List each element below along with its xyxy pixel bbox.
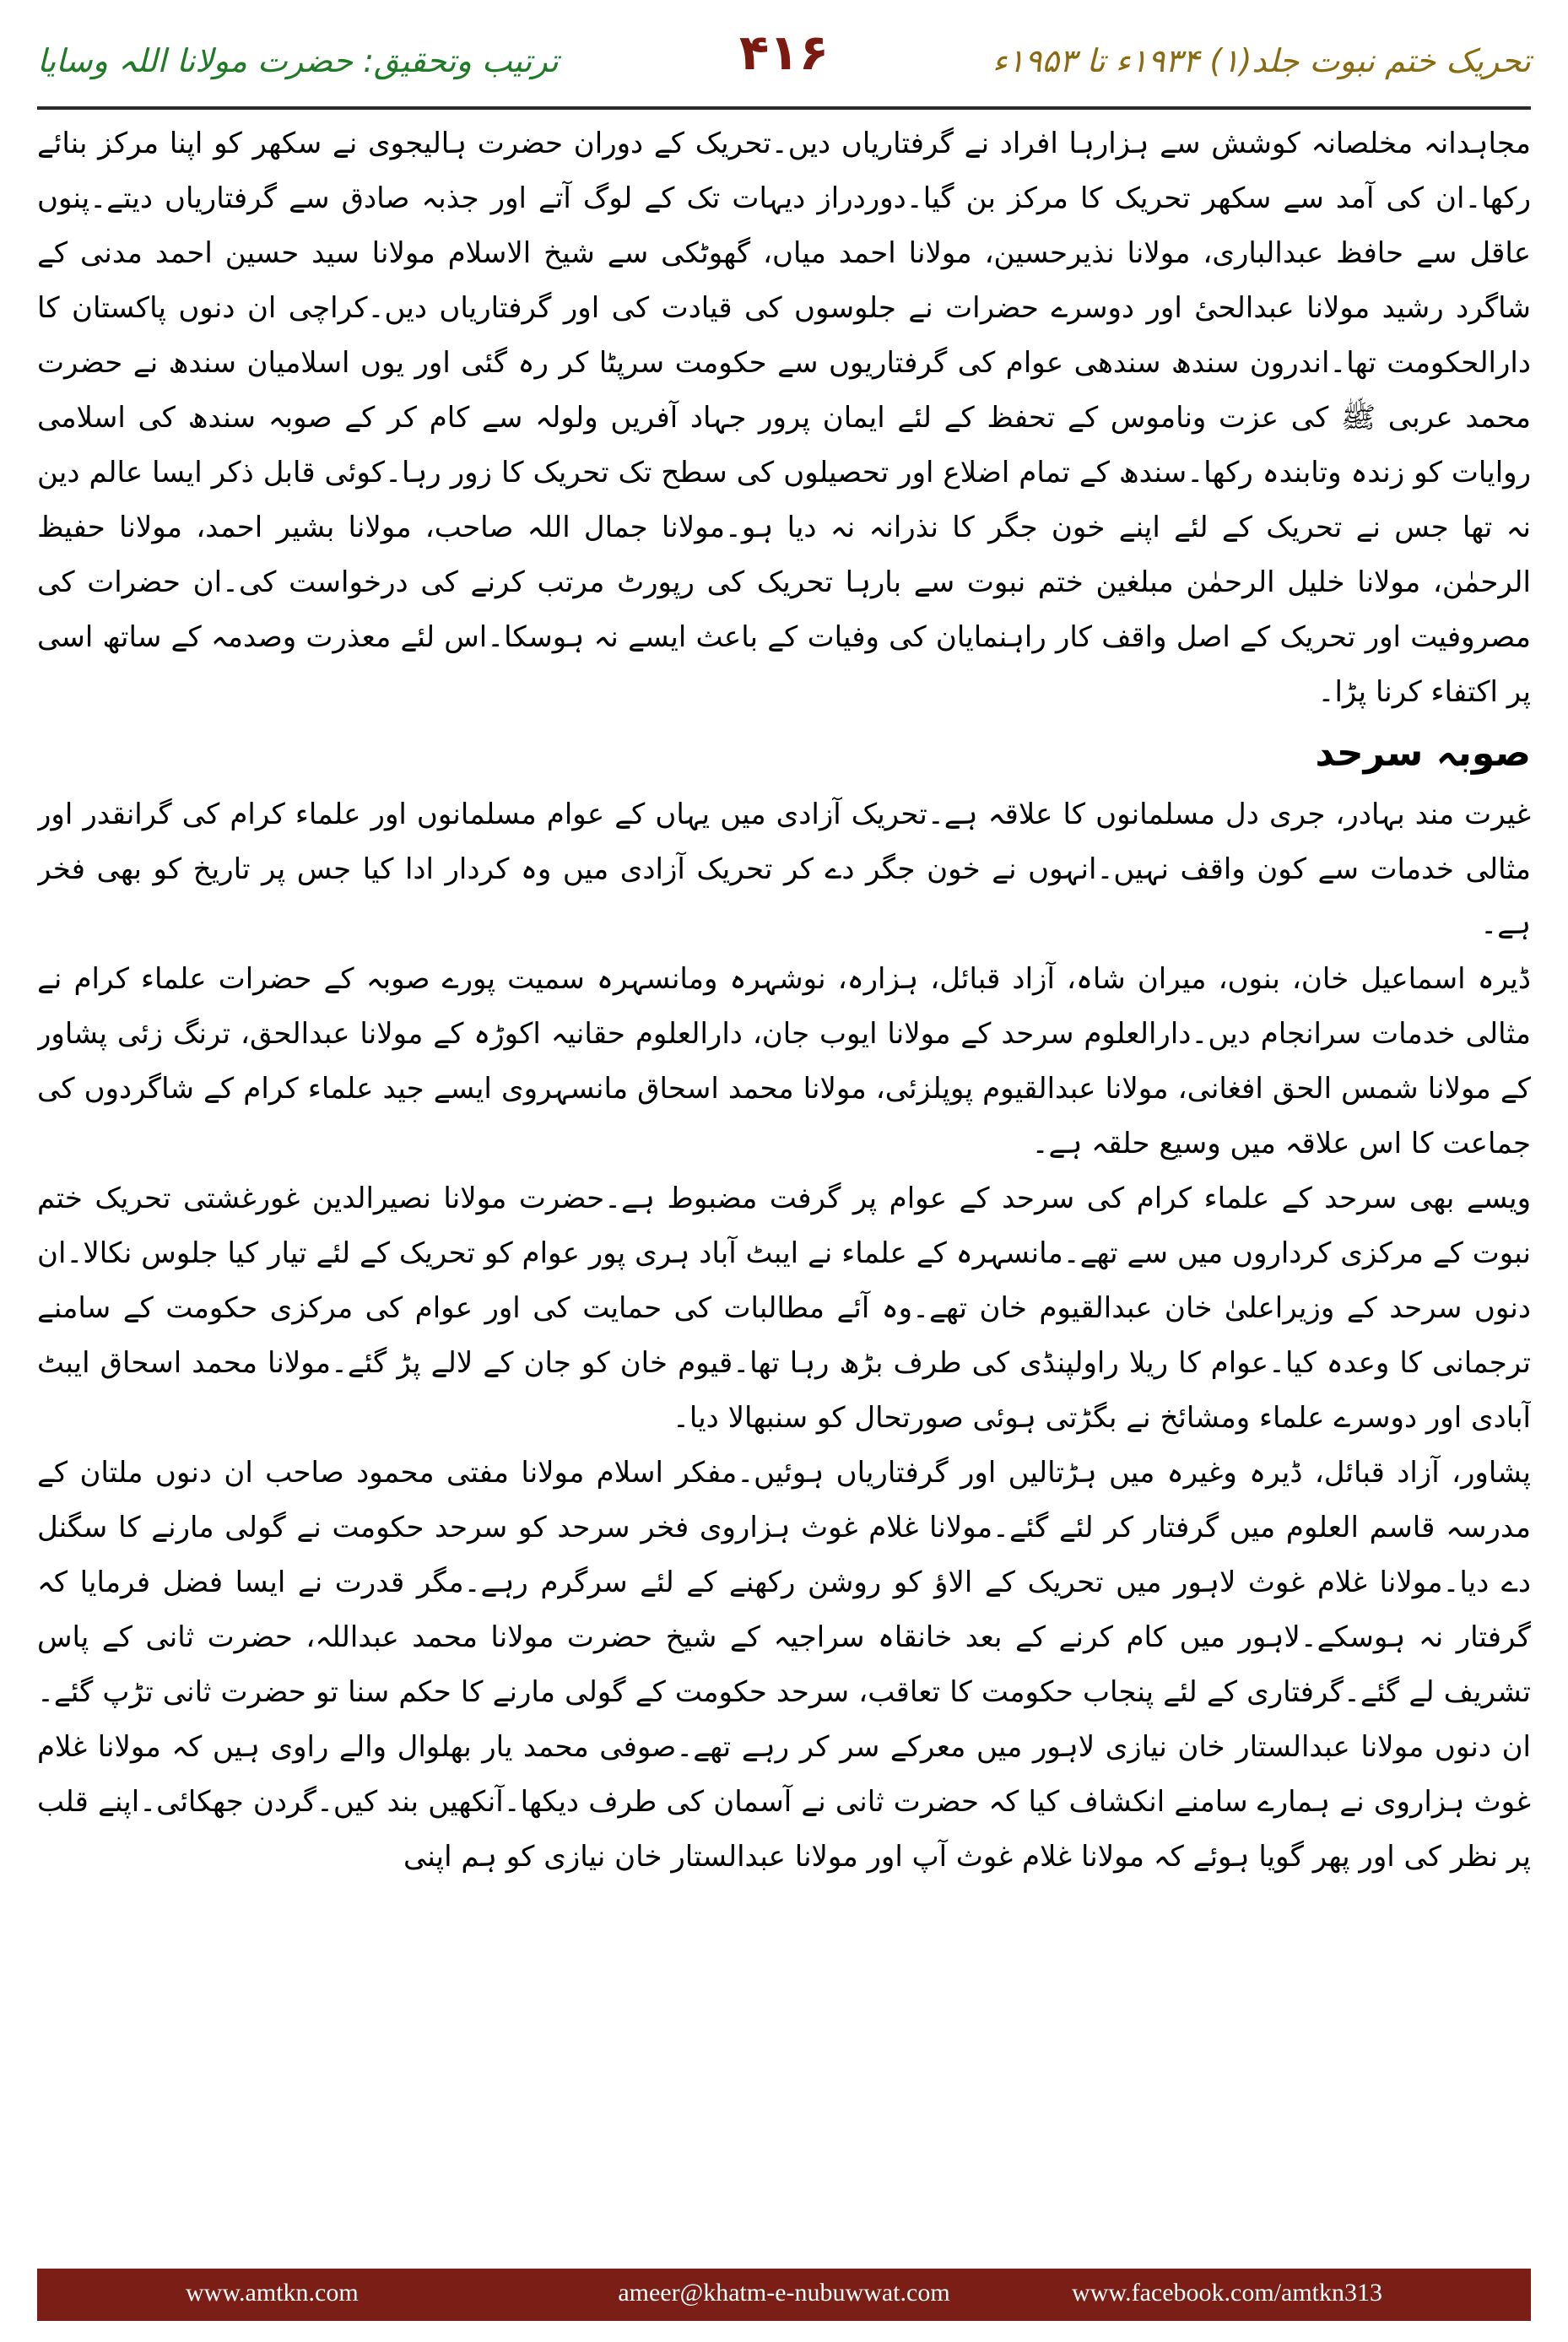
page-number: ۴۱۶ — [738, 24, 830, 81]
compiler-credit: ترتیب وتحقیق: حضرت مولانا اللہ وسایا — [37, 42, 559, 79]
header-divider — [37, 106, 1531, 110]
book-title: تحریک ختم نبوت جلد(۱) ۱۹۳۴ء تا ۱۹۵۳ء — [992, 42, 1531, 79]
page-body — [37, 116, 1531, 2260]
paragraph: ویسے بھی سرحد کے علماء کرام کی سرحد کے عوام پر گرفت مضبوط ہے۔حضرت مولانا نصیرالدین غورغشتی تحریک ختم نبوت کے مرکزی کرداروں میں سے تھے۔مانسہرہ کے علماء نے ایبٹ آباد ہری پور عوام کو تحریک کے لئے تیار کیا جلوس نکالا۔ان دنوں سرحد کے وزیراعلیٰ خان عبدالقیوم خان تھے۔وہ آئے مطالبات کی حمایت کی اور عوام کی مرکزی حکومت کے سامنے ترجمانی کا وعدہ کیا۔عوام کا ریلا راولپنڈی کی طرف بڑھ رہا تھا۔قیوم خان کو جان کے لالے پڑ گئے۔مولانا محمد اسحاق ایبٹ آبادی اور دوسرے علماء ومشائخ نے بگڑتی ہوئی صورتحال کو سنبھالا دیا۔ — [37, 1182, 1531, 1435]
paragraph: غیرت مند بہادر، جری دل مسلمانوں کا علاقہ ہے۔تحریک آزادی میں یہاں کے عوام مسلمانوں اور علماء کرام کی گرانقدر اور مثالی خدمات سے کون واقف نہیں۔انہوں نے خون جگر دے کر تحریک آزادی میں وہ کردار ادا کیا جس پر تاریخ کو بھی فخر ہے۔ — [37, 798, 1531, 941]
website-link[interactable]: www.amtkn.com — [186, 2279, 359, 2307]
paragraph: ڈیرہ اسماعیل خان، بنوں، میران شاہ، آزاد قبائل، ہزارہ، نوشہرہ ومانسہرہ سمیت پورے صوبہ کے حضرات علماء کرام نے مثالی خدمات سرانجام دیں۔دارالعلوم سرحد کے مولانا ایوب جان، دارالعلوم حقانیہ اکوڑہ کے مولانا عبدالحق، ترنگ زئی پشاور کے مولانا شمس الحق افغانی، مولانا عبدالقیوم پوپلزئی، مولانا محمد اسحاق مانسہروی ایسے جید علماء کرام کے شاگردوں کی جماعت کا اس علاقہ میں وسیع حلقہ ہے۔ — [37, 962, 1531, 1160]
email-link[interactable]: ameer@khatm-e-nubuwwat.com — [618, 2279, 950, 2307]
page-header — [37, 24, 1531, 116]
page-footer — [37, 2269, 1531, 2321]
paragraph: مجاہدانہ مخلصانہ کوشش سے ہزارہا افراد نے گرفتاریاں دیں۔تحریک کے دوران حضرت ہالیجوی نے سکھر کو اپنا مرکز بنائے رکھا۔ان کی آمد سے سکھر تحریک کا مرکز بن گیا۔دوردراز دیہات تک کے لوگ آتے اور جذبہ صادق سے گرفتاریاں دیتے۔پنوں عاقل سے حافظ عبدالباری، مولانا نذیرحسین، مولانا احمد میاں، گھوٹکی سے شیخ الاسلام مولانا سید حسین احمد مدنی کے شاگرد رشید مولانا عبدالحیٔ اور دوسرے حضرات نے جلوسوں کی قیادت کی اور گرفتاریاں دیں۔کراچی ان دنوں پاکستان کا دارالحکومت تھا۔اندرون سندھ سندھی عوام کی گرفتاریوں سے حکومت سرپٹا کر رہ گئی اور یوں اسلامیان سندھ نے حضرت محمد عربی ﷺ کی عزت وناموس کے تحفظ کے لئے ایمان پرور جہاد آفریں ولولہ سے کام کر کے صوبہ سندھ کی اسلامی روایات کو زندہ وتابندہ رکھا۔سندھ کے تمام اضلاع اور تحصیلوں کی سطح تک تحریک کا زور رہا۔کوئی قابل ذکر ایسا عالم دین نہ تھا جس نے تحریک کے لئے اپنے خون جگر کا نذرانہ نہ دیا ہو۔مولانا جمال اللہ صاحب، مولانا بشیر احمد، مولانا حفیظ الرحمٰن، مولانا خلیل الرحمٰن مبلغین ختم نبوت سے بارہا تحریک کی رپورٹ مرتب کرنے کی درخواست کی۔ان حضرات کی مصروفیت اور تحریک کے اصل واقف کار راہنمایان کی وفیات کے باعث ایسے نہ ہوسکا۔اس لئے معذرت وصدمہ کے ساتھ اسی پر اکتفاء کرنا پڑا۔ — [37, 127, 1531, 709]
facebook-link[interactable]: www.facebook.com/amtkn313 — [1072, 2279, 1382, 2307]
paragraph: پشاور، آزاد قبائل، ڈیرہ وغیرہ میں ہڑتالیں اور گرفتاریاں ہوئیں۔مفکر اسلام مولانا مفتی محمود صاحب ان دنوں ملتان کے مدرسہ قاسم العلوم میں گرفتار کر لئے گئے۔مولانا غلام غوث ہزاروی فخر سرحد کو سرحد حکومت نے گولی مارنے کا سگنل دے دیا۔مولانا غلام غوث لاہور میں تحریک کے الاؤ کو روشن رکھنے کے لئے سرگرم رہے۔مگر قدرت نے ایسا فضل فرمایا کہ گرفتار نہ ہوسکے۔لاہور میں کام کرنے کے بعد خانقاہ سراجیہ کے شیخ حضرت مولانا محمد عبداللہ، حضرت ثانی کے پاس تشریف لے گئے۔گرفتاری کے لئے پنجاب حکومت کا تعاقب، سرحد حکومت کے گولی مارنے کا حکم سنا تو حضرت ثانی تڑپ گئے۔ان دنوں مولانا عبدالستار خان نیازی لاہور میں معرکے سر کر رہے تھے۔صوفی محمد یار بھلوال والے راوی ہیں کہ مولانا غلام غوث ہزاروی نے ہمارے سامنے انکشاف کیا کہ حضرت ثانی نے آسمان کی طرف دیکھا۔آنکھیں بند کیں۔گردن جھکائی۔اپنے قلب پر نظر کی اور پھر گویا ہوئے کہ مولانا غلام غوث آپ اور مولانا عبدالستار خان نیازی کو ہم اپنی — [37, 1456, 1531, 1874]
section-heading: صوبہ سرحد — [1315, 732, 1531, 775]
